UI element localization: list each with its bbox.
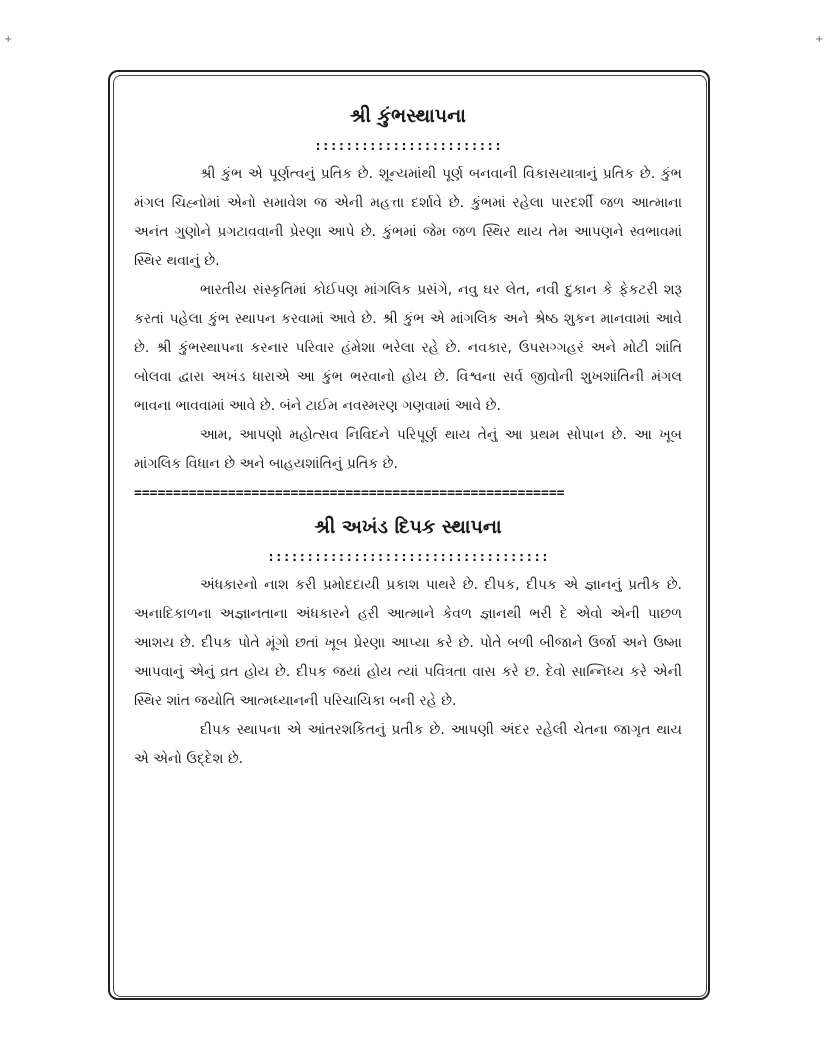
paragraph: અંધકારનો નાશ કરી પ્રમોદદાયી પ્રકાશ પાથરે છે. દીપક, દીપક એ જ્ઞાનનું પ્રતીક છે. અનાદિકાળના અજ્ઞાનતાના અંધકારને હરી આત્માને કેવળ જ્ઞાનથી ભરી દે એવો એની પાછળ આશય છે. દીપક પોતે મૂંગો છતાં ખૂબ પ્રેરણા આપ્યા કરે છે. પોતે બળી બીજાને ઉર્જા અને ઉષ્મા આપવાનું એનું વ્રત હોય છે. દીપક જયાં હોય ત્યાં પવિત્રતા વાસ કરે છ. દેવો સાન્નિધ્ય કરે એની સ્થિર શાંત જયોતિ આત્મધ્યાનની પરિચાયિકા બની રહે છે. — [134, 577, 682, 709]
document-content — [134, 102, 682, 774]
kumbh-sthapana-section — [134, 102, 682, 479]
right-registration-mark: + — [815, 34, 824, 45]
akhand-dipak-sthapana-section — [134, 513, 682, 774]
paragraph: ભારતીય સંસ્કૃતિમાં કોઈપણ માંગલિક પ્રસંગે, નવુ ઘર લેત, નવી દુકાન કે ફેકટરી શરૂ કરતાં પહેલા કુંભ સ્થાપન કરવામાં આવે છે. શ્રી કુંભ એ માંગલિક અને શ્રેષ્ઠ શુકન માનવામાં આવે છે. શ્રી કુંભસ્થાપના કરનાર પરિવાર હંમેશા ભરેલા રહે છે. નવકાર, ઉપસગ્ગહરં અને મોટી શાંતિ બોલવા દ્વારા અખંડ ધારાએ આ કુંભ ભરવાનો હોય છે. વિશ્વના સર્વ જીવોની શુખશાંતિની મંગલ ભાવના ભાવવામાં આવે છે. બંને ટાઈમ નવસ્મરણ ગણવામાં આવે છે. — [134, 282, 682, 414]
title-divider: :::::::::::::::::::::::::::::::::::: — [267, 550, 549, 565]
paragraph: દીપક સ્થાપના એ આંતરશકિતનું પ્રતીક છે. આપણી અંદર રહેલી ચેતના જાગૃત થાય એ એનો ઉદ્દેશ છે. — [134, 722, 682, 767]
section-separator: ======================================================= — [134, 486, 565, 501]
paragraph: આમ, આપણો મહોત્સવ નિવિદને પરિપૂર્ણ થાય તેનું આ પ્રથમ સોપાન છે. આ ખૂબ માંગલિક વિધાન છે અને બાહયશાંતિનું પ્રતિક છે. — [134, 427, 682, 472]
paragraph: શ્રી કુંભ એ પૂર્ણત્વનું પ્રતિક છે. શૂન્યમાંથી પૂર્ણ બનવાની વિકાસયાત્રાનું પ્રતિક છે. કુંભ મંગલ ચિહ્નોમાં એનો સમાવેશ જ એની મહત્તા દર્શાવે છે. કુંભમાં રહેલા પારદર્શી જળ આત્માના અનંત ગુણોને પ્રગટાવવાની પ્રેરણા આપે છે. કુંભમાં જેમ જળ સ્થિર થાય તેમ આપણને સ્વભાવમાં સ્થિર થવાનું છે. — [134, 166, 682, 269]
left-registration-mark: + — [4, 34, 13, 45]
section-title: શ્રી અખંડ દિપક સ્થાપના — [314, 516, 502, 538]
section-title: શ્રી કુંભસ્થાપના — [350, 105, 466, 127]
title-divider: :::::::::::::::::::::::: — [314, 139, 502, 154]
